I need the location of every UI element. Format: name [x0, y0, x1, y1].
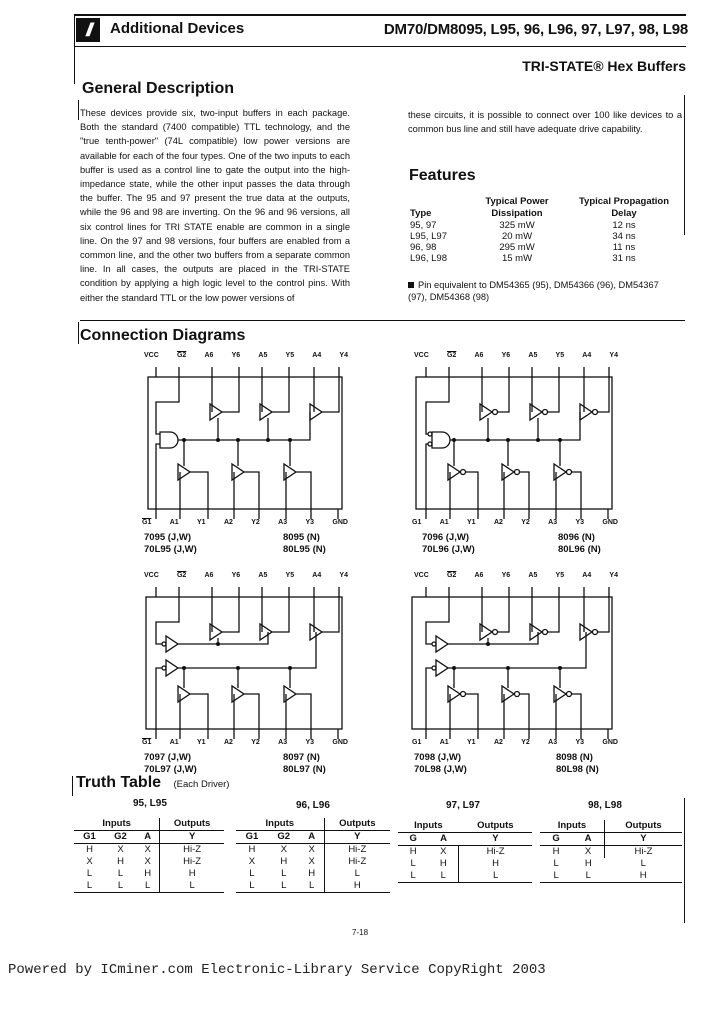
pin-label: A5	[528, 572, 538, 579]
connection-diagram-96	[408, 352, 618, 555]
cell: L	[553, 870, 559, 881]
cell: X	[308, 856, 315, 867]
cell: L	[145, 880, 151, 891]
table-row	[404, 253, 680, 264]
connection-diagram-95	[138, 352, 348, 555]
bullet-icon	[408, 282, 414, 288]
table-row	[404, 231, 680, 242]
header-rule-top	[74, 14, 686, 16]
part-number: 70L96 (J,W)	[422, 544, 475, 555]
cell: H	[117, 856, 124, 867]
pin-label: Y4	[339, 352, 348, 359]
table-row	[236, 880, 390, 893]
pin-label: A4	[582, 572, 592, 579]
col-header: Y	[324, 831, 390, 844]
col-header: A	[136, 831, 160, 844]
part-number: 80L98 (N)	[556, 764, 599, 775]
col-header: G2	[105, 831, 136, 844]
cell: L	[410, 870, 416, 881]
cell: X	[584, 846, 592, 857]
pin-label: A4	[312, 572, 322, 579]
part-label-right	[556, 752, 599, 776]
pin-label: GND	[602, 519, 618, 526]
cell: L	[117, 868, 124, 879]
pin-label: G1	[412, 519, 422, 526]
part-label-right	[558, 532, 601, 556]
pin-label: G2	[446, 352, 457, 359]
top-pin-labels	[414, 352, 618, 359]
pin-label: A5	[528, 352, 538, 359]
table-row	[74, 856, 224, 868]
section-title: Additional Devices	[110, 20, 245, 37]
cell: 96, 98	[410, 242, 437, 253]
pin-label: G1	[412, 739, 422, 746]
cell: H	[324, 880, 390, 893]
part-number: 80L95 (N)	[283, 544, 326, 555]
right-margin-bar	[684, 95, 685, 235]
truth-table-98	[540, 820, 682, 883]
pin-label: A6	[204, 572, 214, 579]
cell: Hi-Z	[324, 844, 390, 857]
part-number: 8098 (N)	[556, 752, 593, 763]
pin-label: G2	[176, 352, 187, 359]
inputs-header: Inputs	[398, 820, 459, 833]
top-pin-labels	[144, 572, 348, 579]
col-header: A	[300, 831, 324, 844]
general-description-col1: These devices provide six, two-input buffers in each package. Both the standard (7400 compatible) TTL technology, and the "true tenth-power" (74L compatible) low power versions are available for each of the four types. One of the two inputs to each buffer is used as a control line to gate the output into the high-impedance state, while the other input passes the data through the buffer. The 95 and 97 present the true data at the outputs, while the 96 and 98 are inverting. On the 96 and 96 versions, all six control lines for TRI STATE enable are common in a single line. On the 97 and 98 versions, four buffers are enabled from a common line, and the other two buffers from a separate common line. In all cases, the outputs are placed in the TRI-STATE condition by applying a high logic level to the control pins. With either the standard TTL or the low power versions of	[80, 108, 350, 303]
cell: 295 mW	[499, 242, 535, 253]
part-number: 70L95 (J,W)	[144, 544, 197, 555]
pin-label: Y2	[251, 739, 260, 746]
cell: 31 ns	[612, 253, 636, 264]
pin-label: Y6	[231, 572, 241, 579]
truth-table-95	[74, 818, 224, 893]
top-pin-labels	[144, 352, 348, 359]
cell: 15 mW	[501, 253, 533, 264]
part-label-left	[144, 532, 197, 556]
inputs-header: Inputs	[236, 818, 324, 831]
cell: H	[459, 858, 532, 870]
pin-label: A5	[258, 352, 268, 359]
bottom-pin-labels	[412, 739, 618, 746]
pin-label: A2	[493, 519, 503, 526]
pin-label: GND	[602, 739, 618, 746]
pin-label: A1	[169, 519, 179, 526]
pin-label: GND	[332, 739, 348, 746]
pin-label: A3	[548, 739, 558, 746]
part-label-left	[422, 532, 475, 556]
pin-label: G1	[142, 519, 152, 526]
col-header: A	[428, 833, 458, 846]
pin-label: VCC	[414, 352, 429, 359]
features-table	[404, 196, 680, 264]
pin-label: A4	[312, 352, 322, 359]
bottom-pin-labels	[142, 739, 348, 746]
cell: Hi-Z	[459, 846, 532, 859]
table-row	[236, 868, 390, 880]
cell: L95, L97	[410, 231, 447, 242]
table-row	[540, 870, 682, 883]
col-header: G1	[236, 831, 268, 844]
connection-diagram-97	[138, 572, 348, 775]
cell: H	[280, 856, 288, 867]
cell: H	[308, 868, 316, 879]
cell: L	[640, 858, 646, 869]
part-number: 80L97 (N)	[283, 764, 326, 775]
cell: 11 ns	[612, 242, 636, 253]
cell: L	[410, 858, 416, 869]
section-divider	[80, 320, 685, 321]
pin-label: A6	[204, 352, 214, 359]
table-row	[398, 870, 532, 883]
table-row	[404, 242, 680, 253]
col-header: Y	[459, 833, 532, 846]
pin-label: A1	[439, 739, 449, 746]
cell: H	[584, 858, 592, 869]
pin-label: Y5	[555, 352, 565, 359]
table-row	[236, 856, 390, 868]
cell: L	[249, 868, 255, 879]
bottom-pin-labels	[142, 519, 348, 526]
pin-label: A2	[493, 739, 503, 746]
pin-label: G1	[142, 739, 152, 746]
pin-label: Y6	[501, 352, 511, 359]
cell: Hi-Z	[160, 856, 224, 868]
pin-label: Y1	[197, 519, 206, 526]
cell: L	[86, 880, 93, 891]
pin-label: G2	[176, 572, 187, 579]
cell: L96, L98	[410, 253, 447, 264]
cell: H	[86, 844, 93, 855]
truth-table-97-title: 97, L97	[446, 800, 480, 811]
pin-label: Y3	[305, 739, 315, 746]
pin-label: Y3	[575, 739, 585, 746]
part-number: 7095 (J,W)	[144, 532, 191, 543]
pin-label: Y3	[575, 519, 585, 526]
cell: X	[144, 844, 151, 855]
truth-table-96-title: 96, L96	[296, 800, 330, 811]
table-row	[236, 844, 390, 857]
cell: L	[281, 880, 287, 891]
footer-copyright: Powered by ICminer.com Electronic-Library Service CopyRight 2003	[8, 962, 546, 978]
col-header: G2	[268, 831, 300, 844]
pin-label: Y2	[251, 519, 260, 526]
table-row	[404, 220, 680, 231]
outputs-header: Outputs	[160, 818, 224, 831]
pin-label: A6	[474, 352, 484, 359]
header-rule	[74, 46, 686, 47]
dip-schematic	[408, 582, 618, 747]
col-header: G	[540, 833, 572, 846]
col-header: G	[398, 833, 428, 846]
outputs-header: Outputs	[604, 820, 682, 833]
col-delay: Typical Propagation Delay	[578, 196, 670, 219]
part-label-right	[283, 752, 326, 776]
dip-schematic	[138, 362, 348, 527]
cell: Hi-Z	[604, 846, 682, 859]
cell: X	[440, 846, 447, 857]
pin-label: A2	[223, 739, 233, 746]
cell: H	[552, 846, 560, 857]
cell: L	[281, 868, 287, 879]
part-number: 8095 (N)	[283, 532, 320, 543]
table-row	[74, 880, 224, 893]
truth-table-subtitle: (Each Driver)	[173, 779, 230, 790]
pin-label: VCC	[144, 572, 159, 579]
cell: L	[553, 858, 559, 869]
part-numbers: DM70/DM8095, L95, 96, L96, 97, L97, 98, L98	[383, 21, 688, 38]
pin-label: VCC	[144, 352, 159, 359]
top-pin-labels	[414, 572, 618, 579]
col-power: Typical Power Dissipation	[485, 196, 549, 219]
pin-label: A3	[278, 519, 288, 526]
truth-table-96	[236, 818, 390, 893]
cell: 20 mW	[501, 231, 533, 242]
cell: H	[439, 858, 447, 869]
cell: L	[308, 880, 315, 891]
part-number: 7098 (J,W)	[414, 752, 461, 763]
cell: L	[585, 870, 591, 881]
table-row	[398, 858, 532, 870]
cell: H	[160, 868, 224, 880]
right-margin-bar	[684, 798, 685, 923]
pin-label: Y1	[197, 739, 206, 746]
cell: 12 ns	[612, 220, 636, 231]
cell: X	[308, 844, 315, 855]
pin-label: G2	[446, 572, 457, 579]
cell: L	[324, 868, 390, 880]
inputs-header: Inputs	[540, 820, 604, 833]
bullet-text: Pin equivalent to DM54365 (95), DM54366 (96), DM54367 (97), DM54368 (98)	[408, 280, 659, 302]
table-row	[540, 858, 682, 870]
section-bar	[72, 776, 73, 796]
connection-diagrams-heading: Connection Diagrams	[80, 327, 246, 344]
pin-label: Y6	[501, 572, 511, 579]
part-number: 8097 (N)	[283, 752, 320, 763]
col-type: Type	[410, 208, 432, 219]
section-bar	[78, 322, 79, 344]
cell: L	[86, 868, 93, 879]
pin-label: A5	[258, 572, 268, 579]
cell: 34 ns	[612, 231, 636, 242]
product-subtitle: TRI-STATE® Hex Buffers	[522, 58, 686, 74]
cell: X	[144, 856, 151, 867]
cell: H	[144, 868, 152, 879]
outputs-header: Outputs	[459, 820, 532, 833]
cell: X	[86, 856, 93, 867]
pin-label: A1	[439, 519, 449, 526]
part-number: 7097 (J,W)	[144, 752, 191, 763]
pin-label: Y4	[609, 572, 618, 579]
truth-table-title: Truth Table	[76, 774, 162, 791]
pin-label: Y5	[285, 572, 295, 579]
pin-label: Y3	[305, 519, 315, 526]
cell: L	[160, 880, 224, 893]
table-row	[74, 868, 224, 880]
cell: L	[440, 870, 446, 881]
pin-label: A1	[169, 739, 179, 746]
general-description-col2: these circuits, it is possible to connect over 100 like devices to a common bus line and still have adequate drive capability.	[408, 110, 682, 135]
section-bar	[78, 100, 79, 120]
col-header: A	[572, 833, 604, 846]
pin-label: A2	[223, 519, 233, 526]
cell: L	[249, 880, 255, 891]
cell: H	[409, 846, 417, 857]
pin-label: Y5	[285, 352, 295, 359]
general-description-heading: General Description	[82, 80, 235, 97]
pin-label: Y5	[555, 572, 565, 579]
truth-table-98-title: 98, L98	[588, 800, 622, 811]
part-number: 70L97 (J,W)	[144, 764, 197, 775]
col-header: Y	[604, 833, 682, 846]
part-number: 80L96 (N)	[558, 544, 601, 555]
pin-label: VCC	[414, 572, 429, 579]
page-number: 7-18	[352, 928, 369, 937]
header-rule-left	[74, 14, 75, 84]
pin-label: Y1	[467, 519, 476, 526]
part-number: 70L98 (J,W)	[414, 764, 467, 775]
pin-label: Y2	[521, 519, 530, 526]
truth-table-heading	[76, 774, 229, 792]
bottom-pin-labels	[412, 519, 618, 526]
pin-equivalent-bullet	[408, 279, 678, 303]
cell: 95, 97	[410, 220, 437, 231]
features-heading: Features	[409, 167, 476, 184]
cell: Hi-Z	[160, 844, 224, 857]
pin-label: Y1	[467, 739, 476, 746]
pin-label: A4	[582, 352, 592, 359]
table-row	[398, 846, 532, 859]
pin-label: Y6	[231, 352, 241, 359]
truth-table-95-title: 95, L95	[133, 798, 167, 809]
pin-label: A3	[548, 519, 558, 526]
col-header: G1	[74, 831, 105, 844]
cell: Hi-Z	[324, 856, 390, 868]
pin-label: A6	[474, 572, 484, 579]
dip-schematic	[138, 582, 348, 747]
cell: 325 mW	[499, 220, 535, 231]
cell: L	[117, 880, 124, 891]
cell: X	[280, 844, 287, 855]
truth-table-97	[398, 820, 532, 883]
part-number: 7096 (J,W)	[422, 532, 469, 543]
col-header: Y	[160, 831, 224, 844]
connection-diagram-98	[408, 572, 618, 775]
part-label-left	[144, 752, 197, 776]
cell: H	[639, 870, 647, 881]
pin-label: GND	[332, 519, 348, 526]
pin-label: Y4	[339, 572, 348, 579]
outputs-header: Outputs	[324, 818, 390, 831]
table-row	[74, 844, 224, 857]
table-row	[540, 846, 682, 859]
cell: X	[248, 856, 256, 867]
pin-label: Y4	[609, 352, 618, 359]
cell: X	[117, 844, 124, 855]
pin-label: A3	[278, 739, 288, 746]
part-label-right	[283, 532, 326, 556]
part-number: 8096 (N)	[558, 532, 595, 543]
dip-schematic	[408, 362, 618, 527]
cell: L	[459, 870, 532, 883]
cell: H	[248, 844, 256, 855]
national-semiconductor-logo-icon: //	[76, 18, 100, 42]
pin-label: Y2	[521, 739, 530, 746]
part-label-left	[414, 752, 467, 776]
inputs-header: Inputs	[74, 818, 160, 831]
